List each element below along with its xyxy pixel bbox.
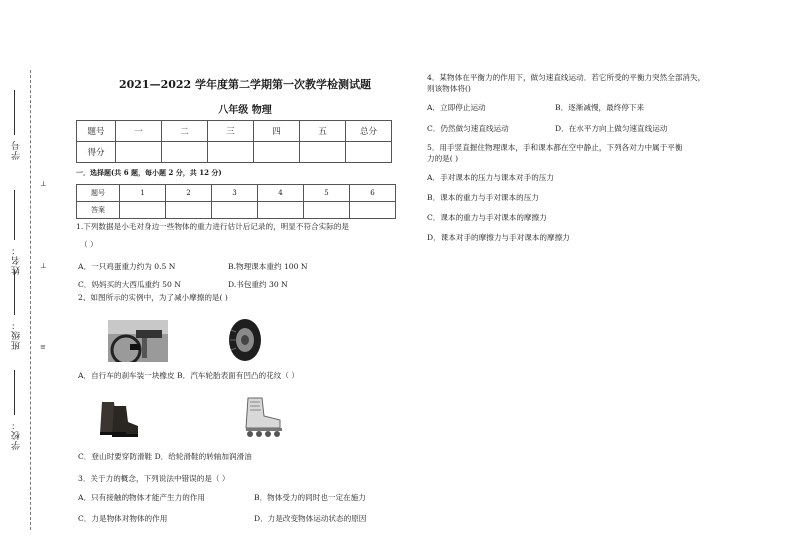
score-header-cell: 二 xyxy=(162,121,208,142)
section1-heading: 一．选择题(共 6 题，每小题 2 分，共 12 分) xyxy=(76,168,222,177)
table-row xyxy=(77,142,392,163)
seal-mark: ≡ xyxy=(40,343,46,351)
q4-stem: 4．某物体在平衡力的作用下，做匀速直线运动．若它所受的平衡力突然全部消失， xyxy=(427,73,706,82)
car-tire-image xyxy=(228,318,262,362)
student-id-label: 学号 xyxy=(12,140,22,160)
score-cell[interactable] xyxy=(300,142,346,163)
answer-row-label: 答案 xyxy=(77,202,120,219)
class-label: 班级： xyxy=(12,320,22,350)
q5-stem-cont: 力的是( ) xyxy=(427,154,459,163)
answer-header-cell: 3 xyxy=(212,185,258,202)
answer-header-cell: 1 xyxy=(120,185,166,202)
q5-option-a: A．手对课本的压力与课本对手的压力 xyxy=(427,173,554,182)
q1-option-d: D.书包重约 30 N xyxy=(228,280,288,289)
seal-mark: ⊥ xyxy=(40,180,47,188)
q1-stem-blank: （ ） xyxy=(80,240,98,249)
q4-stem-cont: 则该物体将() xyxy=(427,84,471,93)
answer-table xyxy=(76,184,396,219)
q5-option-b: B．课本的重力与手对课本的压力 xyxy=(427,193,539,202)
q5-option-d: D．课本对手的摩擦力与手对课本的摩擦力 xyxy=(427,233,570,242)
name-label: 姓名： xyxy=(12,245,22,275)
score-header-cell: 题号 xyxy=(77,121,116,142)
binding-dashed-line xyxy=(30,70,31,530)
score-cell[interactable] xyxy=(162,142,208,163)
score-header-cell: 三 xyxy=(208,121,254,142)
q4-option-a: A．立即停止运动 xyxy=(427,103,486,112)
table-row xyxy=(77,202,396,219)
q1-stem: 1.下列数据是小毛对身边一些物体的重力进行估计后记录的，明显不符合实际的是 xyxy=(76,222,350,231)
q4-option-c: C．仍然做匀速直线运动 xyxy=(427,124,509,133)
score-header-cell: 五 xyxy=(300,121,346,142)
answer-header-cell: 2 xyxy=(166,185,212,202)
score-table xyxy=(76,120,392,163)
q4-option-b: B．逐渐减慢，最终停下来 xyxy=(555,103,645,112)
q3-option-c: C．力是物体对物体的作用 xyxy=(78,514,168,523)
q1-option-c: C．妈妈买的大西瓜重约 50 N xyxy=(78,280,181,289)
fill-line-school xyxy=(14,370,15,415)
answer-header-cell: 5 xyxy=(304,185,350,202)
answer-header-cell: 4 xyxy=(258,185,304,202)
q2-options-cd: C．登山时要穿防滑鞋 D．给轮滑鞋的转轴加润滑油 xyxy=(78,452,252,461)
q1-option-b: B.物理课本重约 100 N xyxy=(228,262,308,271)
score-header-cell: 总分 xyxy=(346,121,392,142)
q3-stem: 3．关于力的概念，下列说法中错误的是（ ） xyxy=(78,474,230,483)
answer-cell[interactable] xyxy=(166,202,212,219)
answer-cell[interactable] xyxy=(304,202,350,219)
q3-option-b: B．物体受力的同时也一定在施力 xyxy=(254,493,366,502)
q2-options-ab: A．自行车的刹车装一块橡皮 B．汽车轮胎表面有凹凸的花纹（ ） xyxy=(78,371,299,380)
score-cell[interactable] xyxy=(346,142,392,163)
table-row xyxy=(77,185,396,202)
answer-cell[interactable] xyxy=(212,202,258,219)
roller-skate-image xyxy=(240,396,288,438)
fill-line-student-id xyxy=(14,90,15,135)
fill-line-name xyxy=(14,190,15,240)
q1-option-a: A．一只鸡蛋重力约为 0.5 N xyxy=(78,262,176,271)
score-cell[interactable] xyxy=(254,142,300,163)
answer-header-cell: 题号 xyxy=(77,185,120,202)
score-row-label: 得分 xyxy=(77,142,116,163)
answer-cell[interactable] xyxy=(350,202,396,219)
score-cell[interactable] xyxy=(116,142,162,163)
q3-option-a: A．只有接触的物体才能产生力的作用 xyxy=(78,493,205,502)
school-label: 学校： xyxy=(12,420,22,450)
q5-stem: 5．用手竖直握住物理课本，手和课本都在空中静止，下列各对力中属于平衡 xyxy=(427,143,683,152)
exam-title: 2021—2022 学年度第二学期第一次教学检测试题 xyxy=(118,78,372,91)
q2-stem: 2、如图所示的实例中，为了减小摩擦的是( ) xyxy=(78,293,228,302)
q4-option-d: D．在水平方向上做匀速直线运动 xyxy=(555,124,668,133)
score-header-cell: 四 xyxy=(254,121,300,142)
q5-option-c: C．课本的重力与手对课本的摩擦力 xyxy=(427,213,547,222)
answer-cell[interactable] xyxy=(258,202,304,219)
table-row xyxy=(77,121,392,142)
q3-option-d: D．力是改变物体运动状态的原因 xyxy=(254,514,367,523)
answer-header-cell: 6 xyxy=(350,185,396,202)
seal-mark: ⊥ xyxy=(40,262,47,270)
hiking-boots-image xyxy=(96,398,142,438)
exam-subtitle: 八年级 物理 xyxy=(218,105,272,116)
score-header-cell: 一 xyxy=(116,121,162,142)
answer-cell[interactable] xyxy=(120,202,166,219)
score-cell[interactable] xyxy=(208,142,254,163)
fill-line-class xyxy=(14,270,15,315)
bicycle-brake-image xyxy=(108,320,168,362)
